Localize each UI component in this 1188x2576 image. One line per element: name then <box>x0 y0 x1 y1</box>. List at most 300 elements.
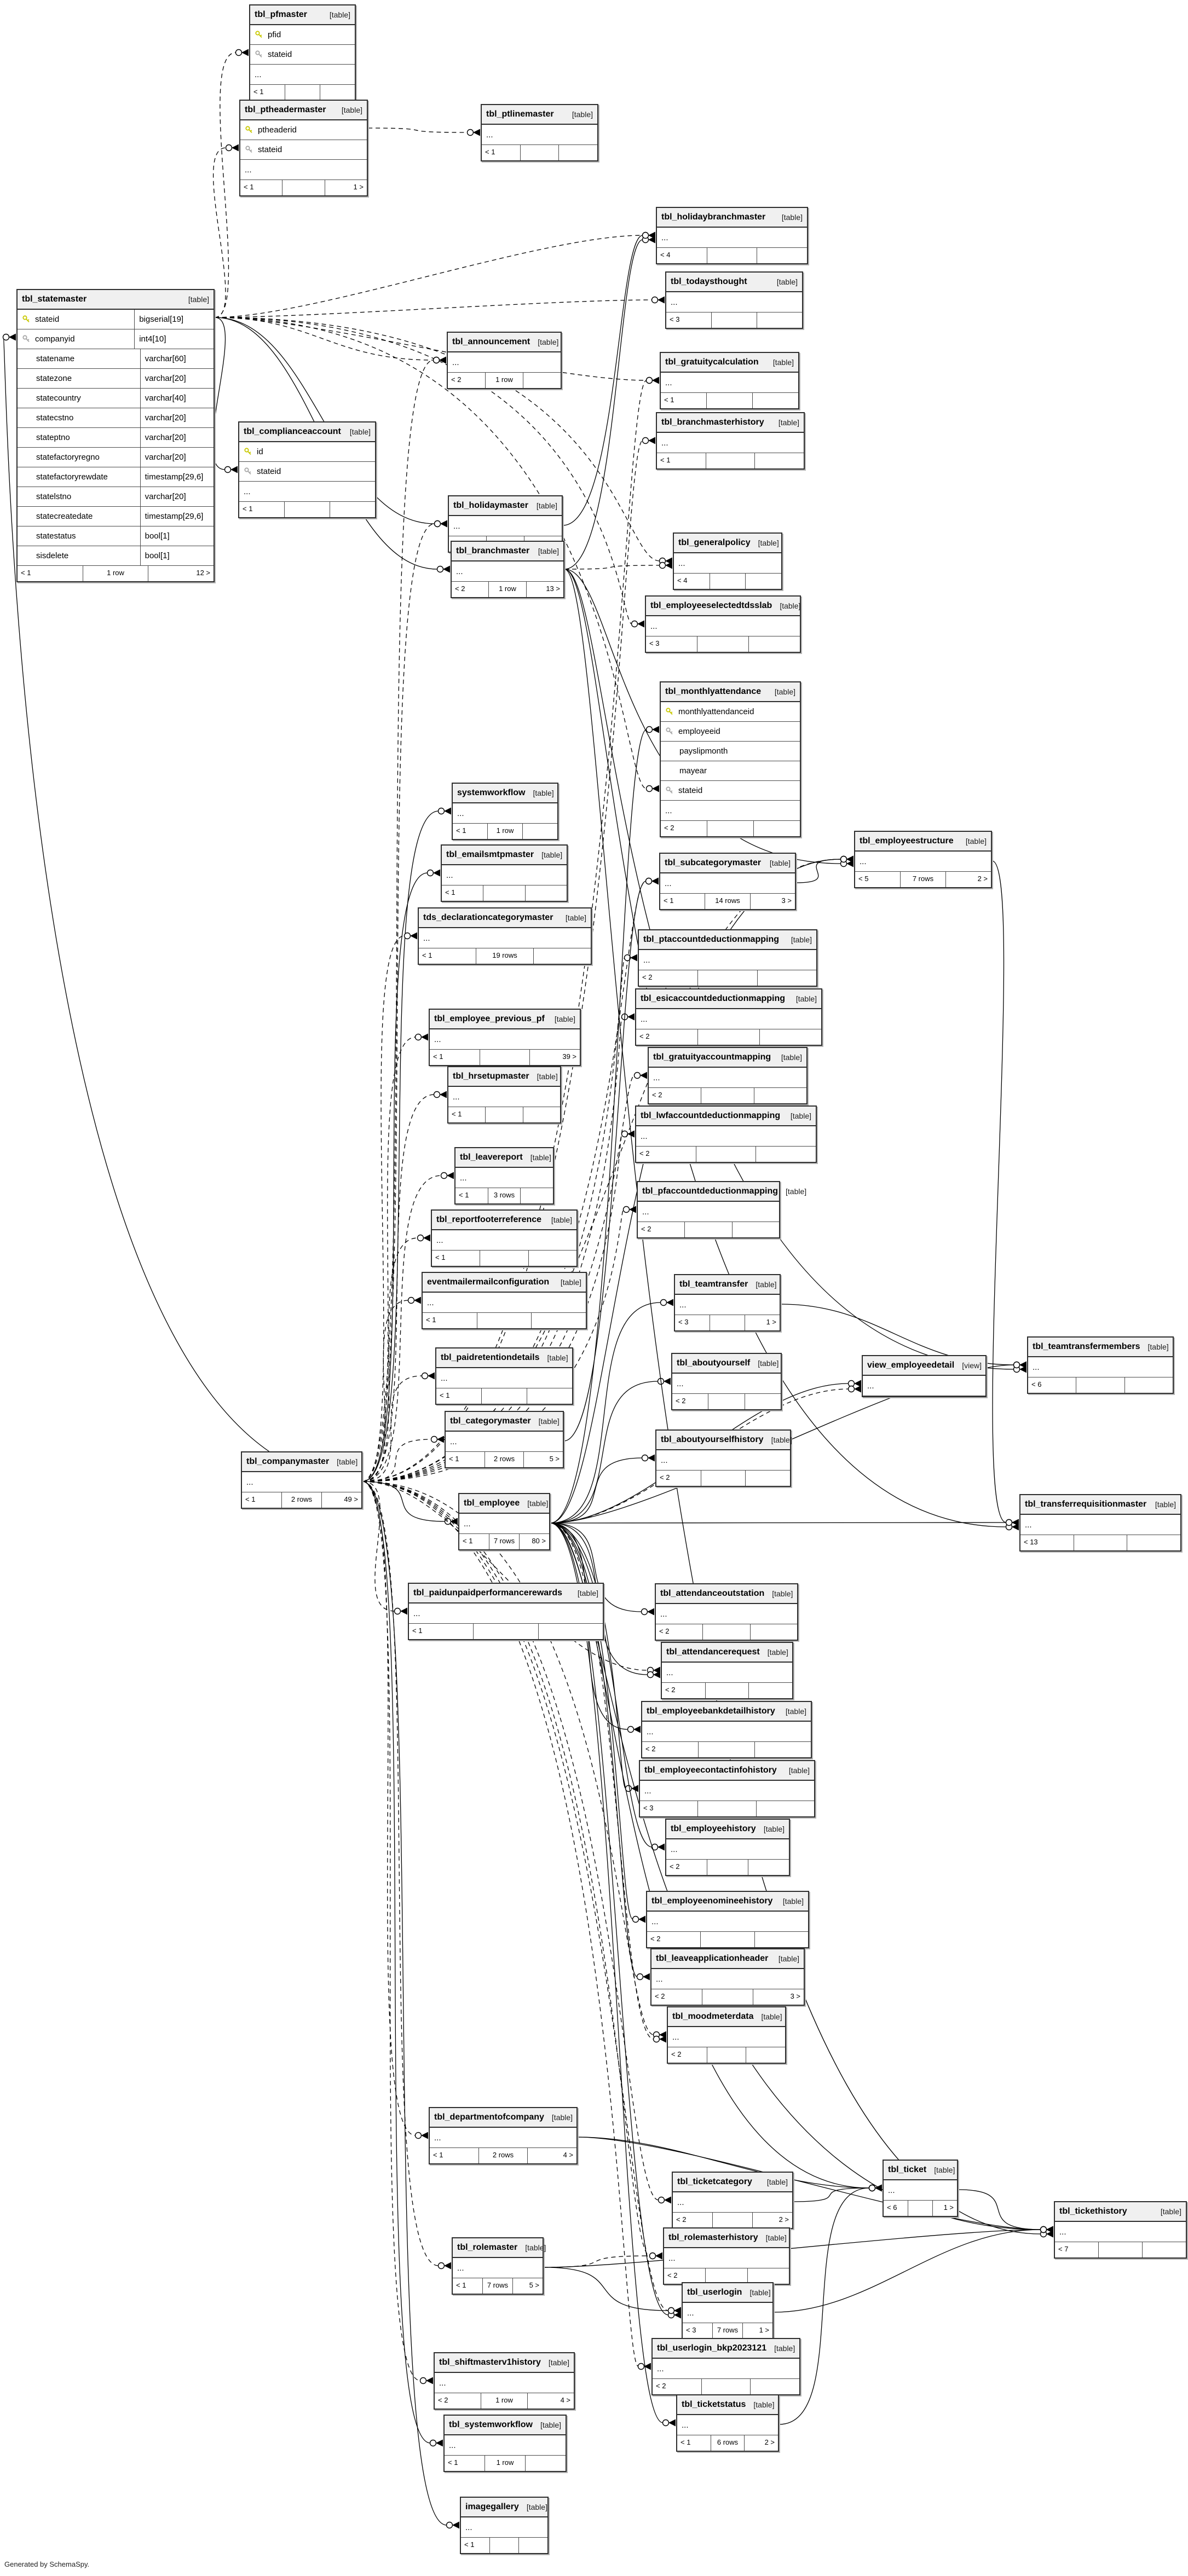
table-tbl_todaysthought[interactable] <box>665 271 803 329</box>
table-footer <box>651 1989 804 2005</box>
table-name: tbl_attendanceoutstation <box>660 1589 765 1598</box>
table-tbl_pfaccountdeductionmapping[interactable] <box>637 1181 807 1238</box>
ellipsis-row: ... <box>640 1781 814 1801</box>
table-header <box>642 1702 811 1722</box>
ellipsis-row: ... <box>664 2248 789 2268</box>
table-type-badge: [table] <box>763 1825 785 1833</box>
row-count <box>698 1029 760 1045</box>
column-type: int4[10] <box>134 329 209 349</box>
column-row-statecountry <box>18 389 214 408</box>
ellipsis-row: ... <box>668 2027 785 2047</box>
column-row-statefactoryrewdate <box>18 467 214 487</box>
children-count: < 1 <box>657 453 706 468</box>
row-count: 1 row <box>488 824 523 839</box>
parents-count <box>746 1471 790 1486</box>
table-header <box>639 930 816 950</box>
row-count: 6 rows <box>711 2435 745 2451</box>
table-footer <box>855 872 991 887</box>
table-tbl_paidretentiondetails[interactable] <box>435 1347 573 1405</box>
children-count: < 4 <box>674 574 710 589</box>
row-count <box>521 145 560 160</box>
row-count: 19 rows <box>476 948 534 964</box>
table-name: tbl_ticketstatus <box>682 2400 746 2409</box>
table-tbl_monthlyattendance[interactable] <box>660 681 801 837</box>
column-name: mayear <box>679 766 707 775</box>
ellipsis-row: ... <box>653 2359 799 2379</box>
table-tbl_branchmaster[interactable] <box>451 541 564 598</box>
primary-key-icon <box>245 126 253 135</box>
table-name: tbl_statemaster <box>22 294 87 304</box>
table-imagegallery[interactable] <box>460 2497 549 2554</box>
table-tbl_announcement[interactable] <box>447 332 562 389</box>
column-row-mayear <box>661 761 800 781</box>
table-type-badge: [table] <box>788 1766 810 1775</box>
foreign-key-icon <box>255 50 263 59</box>
table-header <box>636 989 821 1009</box>
table-name: tbl_subcategorymaster <box>665 858 762 867</box>
parents-count <box>749 636 800 652</box>
row-count <box>482 1388 527 1404</box>
ellipsis-row: ... <box>1020 1515 1180 1535</box>
table-tbl_reportfooterreference[interactable] <box>431 1209 578 1267</box>
table-type-badge: [table] <box>778 418 799 427</box>
row-count: 1 row <box>485 2456 526 2471</box>
ellipsis-row: ... <box>660 873 795 894</box>
table-type-badge: [table] <box>780 601 801 610</box>
ellipsis-row: ... <box>432 1230 576 1251</box>
table-name: tbl_employeenomineehistory <box>651 1896 773 1906</box>
children-count: < 1 <box>419 948 476 964</box>
foreign-key-icon <box>22 335 31 344</box>
table-name: tbl_holidaybranchmaster <box>661 212 766 222</box>
ellipsis-row: ... <box>649 1068 806 1088</box>
parents-count: 2 > <box>778 2215 789 2224</box>
table-name: tbl_rolemasterhistory <box>668 2233 758 2242</box>
ellipsis-row: ... <box>636 1126 816 1147</box>
table-tbl_rolemaster[interactable] <box>452 2237 544 2295</box>
table-footer <box>660 894 795 909</box>
table-type-badge: [table] <box>766 2178 788 2186</box>
table-type-badge: [table] <box>769 859 791 867</box>
table-name: tbl_gratuitycalculation <box>665 357 759 367</box>
table-footer <box>442 885 567 901</box>
row-count <box>696 1147 757 1162</box>
column-row-stateid <box>661 781 800 801</box>
table-tbl_transferrequisitionmaster[interactable] <box>1019 1494 1181 1552</box>
children-count: < 1 <box>409 1624 474 1639</box>
foreign-key-icon <box>245 146 253 154</box>
table-type-badge: [table] <box>934 2166 955 2174</box>
table-tbl_teamtransfermembers[interactable] <box>1027 1336 1174 1394</box>
row-count <box>285 502 330 517</box>
table-footer <box>448 373 561 388</box>
table-header <box>18 290 214 310</box>
table-systemworkflow[interactable] <box>452 783 558 840</box>
table-tbl_ptlinemaster[interactable] <box>481 104 598 161</box>
table-header <box>668 2007 785 2027</box>
ellipsis-row: ... <box>461 2517 547 2538</box>
table-type-badge: [table] <box>329 10 350 19</box>
table-type-badge: [table] <box>765 2233 787 2242</box>
table-name: tbl_employeehistory <box>671 1824 756 1833</box>
table-type-badge: [table] <box>530 1153 551 1162</box>
column-type: bool[1] <box>140 546 209 565</box>
table-tbl_employeehistory[interactable] <box>665 1819 790 1876</box>
table-type-badge: [view] <box>962 1361 982 1370</box>
column-row-ptheaderid <box>240 120 367 140</box>
table-tbl_statemaster[interactable] <box>16 289 215 582</box>
table-footer <box>664 2268 789 2284</box>
column-row-stateid <box>18 310 214 329</box>
column-name: companyid <box>35 334 75 344</box>
table-tbl_hrsetupmaster[interactable] <box>447 1066 561 1124</box>
table-header <box>649 1048 806 1068</box>
table-tbl_shiftmasterv1history[interactable] <box>434 2352 575 2410</box>
table-tbl_tickethistory[interactable] <box>1054 2201 1187 2259</box>
column-row-statestatus <box>18 526 214 546</box>
table-tbl_holidaybranchmaster[interactable] <box>656 207 808 264</box>
row-count <box>1076 1377 1124 1393</box>
table-footer <box>656 1624 797 1640</box>
table-header <box>666 1820 789 1839</box>
table-footer <box>638 1222 779 1237</box>
ellipsis-row: ... <box>638 1202 779 1222</box>
table-name: tbl_aboutyourselfhistory <box>661 1435 764 1444</box>
children-count: < 1 <box>453 2278 483 2294</box>
table-tbl_employeestructure[interactable] <box>854 831 992 888</box>
children-count: < 1 <box>448 1107 486 1122</box>
table-header <box>661 682 800 702</box>
table-tds_declarationcategorymaster[interactable] <box>418 907 592 965</box>
children-count: < 1 <box>242 1492 282 1508</box>
table-tbl_leavereport[interactable] <box>454 1147 554 1205</box>
table-name: tbl_announcement <box>452 337 530 346</box>
ellipsis-row: ... <box>409 1604 603 1624</box>
table-header <box>677 2395 778 2415</box>
children-count: < 3 <box>646 636 697 652</box>
table-footer <box>448 1107 560 1122</box>
table-tbl_emailsmtpmaster[interactable] <box>441 844 568 902</box>
table-type-badge: [table] <box>771 1435 792 1444</box>
table-type-badge: [table] <box>527 1499 549 1508</box>
table-name: tbl_complianceaccount <box>244 427 341 436</box>
table-footer <box>1028 1377 1173 1393</box>
ellipsis-row: ... <box>1028 1357 1173 1377</box>
ellipsis-row: ... <box>448 1087 560 1107</box>
column-name: stateid <box>257 467 281 476</box>
parents-count <box>733 1222 779 1237</box>
table-header <box>432 1211 576 1230</box>
table-tbl_ticket[interactable] <box>883 2160 958 2217</box>
children-count: < 2 <box>651 1989 702 2005</box>
ellipsis-row: ... <box>453 2258 543 2278</box>
table-tbl_attendancerequest[interactable] <box>661 1642 793 1699</box>
parents-count <box>754 821 800 836</box>
table-tbl_generalpolicy[interactable] <box>673 532 782 590</box>
row-count <box>712 312 757 328</box>
table-eventmailermailconfiguration[interactable] <box>422 1272 587 1329</box>
parents-count <box>754 1088 806 1103</box>
table-type-badge: [table] <box>782 1897 804 1906</box>
column-name: monthlyattendanceid <box>678 707 754 716</box>
table-type-badge: [table] <box>753 2400 775 2409</box>
children-count: < 1 <box>446 1452 485 1467</box>
table-type-badge: [table] <box>758 539 779 547</box>
column-row-statecstno <box>18 408 214 428</box>
parents-count <box>521 1188 553 1203</box>
table-tbl_employeecontactinfohistory[interactable] <box>639 1760 815 1817</box>
table-type-badge: [table] <box>774 687 795 696</box>
parents-count: 39 > <box>562 1052 577 1061</box>
parents-count: 1 > <box>353 183 364 191</box>
table-footer <box>884 2201 957 2216</box>
table-tbl_ticketstatus[interactable] <box>676 2394 779 2452</box>
parents-count <box>756 1147 816 1162</box>
table-tbl_aboutyourself[interactable] <box>671 1353 782 1410</box>
parents-count <box>753 393 798 408</box>
row-count <box>706 2268 747 2284</box>
parents-count <box>330 502 375 517</box>
table-tbl_gratuitycalculation[interactable] <box>660 352 799 409</box>
ellipsis-row: ... <box>445 2435 566 2456</box>
children-count: < 2 <box>664 2268 706 2284</box>
children-count: < 2 <box>666 1860 707 1875</box>
table-header <box>657 208 807 228</box>
table-name: tbl_categorymaster <box>450 1416 531 1426</box>
table-tbl_subcategorymaster[interactable] <box>659 853 796 910</box>
table-tbl_employee[interactable] <box>458 1493 550 1550</box>
table-tbl_userlogin_bkp2023121[interactable] <box>651 2338 800 2395</box>
table-name: tbl_esicaccountdeductionmapping <box>641 994 786 1003</box>
table-header <box>448 333 561 352</box>
parents-count <box>757 1801 814 1816</box>
ellipsis-row: ... <box>442 865 567 885</box>
table-header <box>442 846 567 865</box>
children-count: < 2 <box>672 1394 708 1409</box>
table-type-badge: [table] <box>188 295 209 304</box>
row-count <box>282 180 325 195</box>
ellipsis-row: ... <box>675 1295 780 1315</box>
table-footer <box>668 2047 785 2063</box>
ellipsis-row: ... <box>436 1368 572 1388</box>
table-tbl_employeeselectedtdsslab[interactable] <box>645 595 801 653</box>
row-count <box>697 636 749 652</box>
generated-by-note: Generated by SchemaSpy. <box>4 2560 90 2568</box>
parents-count: 1 > <box>943 2203 954 2212</box>
row-count <box>480 1050 530 1065</box>
ellipsis-row: ... <box>448 352 561 373</box>
table-header <box>430 2108 576 2128</box>
parents-count: 4 > <box>563 2151 574 2159</box>
parents-count <box>523 1107 560 1122</box>
row-count <box>713 2213 753 2228</box>
table-name: tbl_paidunpaidperformancerewards <box>413 1588 563 1597</box>
column-type: bigserial[19] <box>134 310 209 329</box>
table-header <box>683 2283 772 2303</box>
children-count: < 1 <box>240 180 282 195</box>
children-count: < 1 <box>239 502 285 517</box>
parents-count <box>760 1029 821 1045</box>
parents-count <box>519 2538 547 2553</box>
column-name: statename <box>36 354 75 363</box>
table-header <box>423 1273 586 1293</box>
parents-count <box>755 1742 811 1757</box>
children-count: < 3 <box>640 1801 698 1816</box>
parents-count <box>1125 1377 1173 1393</box>
row-count <box>698 1801 756 1816</box>
table-tbl_rolemasterhistory[interactable] <box>663 2227 790 2285</box>
table-name: tbl_employeebankdetailhistory <box>647 1706 775 1716</box>
table-tbl_leaveapplicationheader[interactable] <box>650 1948 805 2006</box>
table-footer <box>639 970 816 986</box>
table-tbl_systemworkflow[interactable] <box>443 2415 567 2472</box>
parents-count: 1 > <box>766 1318 776 1326</box>
table-tbl_paidunpaidperformancerewards[interactable] <box>408 1583 604 1640</box>
children-count: < 1 <box>445 2456 485 2471</box>
column-row-statefactoryregno <box>18 448 214 467</box>
parents-count <box>751 1624 797 1640</box>
table-tbl_categorymaster[interactable] <box>445 1411 564 1468</box>
table-footer <box>459 1534 549 1549</box>
ellipsis-row: ... <box>423 1293 586 1313</box>
table-header <box>240 101 367 120</box>
row-count <box>477 1313 532 1328</box>
table-tbl_departmentofcompany[interactable] <box>429 2107 578 2164</box>
row-count: 1 row <box>489 582 526 597</box>
table-name: tbl_employeestructure <box>860 836 954 846</box>
table-type-badge: [table] <box>767 1648 788 1657</box>
table-tbl_aboutyourselfhistory[interactable] <box>655 1429 791 1487</box>
parents-count <box>529 1251 576 1266</box>
table-tbl_lwfaccountdeductionmapping[interactable] <box>635 1105 817 1163</box>
table-header <box>445 2416 566 2435</box>
column-row-pfid <box>250 25 355 45</box>
column-type: varchar[20] <box>140 369 209 388</box>
column-row-statename <box>18 349 214 369</box>
row-count <box>480 1251 528 1266</box>
table-tbl_employeebankdetailhistory[interactable] <box>641 1701 812 1758</box>
parents-count <box>526 885 567 901</box>
table-name: tbl_teamtransfermembers <box>1033 1342 1140 1351</box>
table-tbl_ptheadermaster[interactable] <box>239 100 368 196</box>
children-count: < 1 <box>677 2435 711 2451</box>
table-name: tbl_pfaccountdeductionmapping <box>642 1186 778 1196</box>
table-name: tbl_gratuityaccountmapping <box>653 1052 771 1062</box>
table-footer <box>649 1088 806 1103</box>
table-name: tbl_branchmasterhistory <box>661 418 764 427</box>
table-name: tbl_ptaccountdeductionmapping <box>643 935 779 944</box>
table-header <box>449 496 562 516</box>
column-name: ptheaderid <box>258 125 297 135</box>
column-name: statecountry <box>36 393 81 403</box>
table-tbl_complianceaccount[interactable] <box>238 421 376 518</box>
children-count: < 2 <box>673 2213 713 2228</box>
row-count <box>490 2538 519 2553</box>
table-view_employeedetail[interactable] <box>862 1355 987 1397</box>
table-type-badge: [table] <box>341 106 362 114</box>
table-footer <box>1020 1535 1180 1550</box>
column-name: stateid <box>35 315 60 324</box>
column-name: statefactoryregno <box>36 453 100 462</box>
table-name: tbl_employeecontactinfohistory <box>644 1765 777 1775</box>
table-tbl_userlogin[interactable] <box>682 2282 774 2340</box>
table-footer <box>423 1313 586 1328</box>
column-type: varchar[20] <box>140 408 209 427</box>
table-tbl_ptaccountdeductionmapping[interactable] <box>638 929 817 987</box>
ellipsis-row: ... <box>855 852 991 872</box>
table-tbl_ticketcategory[interactable] <box>672 2172 793 2229</box>
parents-count <box>1143 2242 1186 2257</box>
table-footer <box>673 2213 792 2228</box>
row-count <box>702 1989 753 2005</box>
table-name: tbl_branchmaster <box>456 546 530 555</box>
primary-key-icon <box>244 448 252 456</box>
table-footer <box>662 1683 792 1698</box>
ellipsis-row: ... <box>657 433 804 453</box>
table-type-badge: [table] <box>537 1072 558 1081</box>
row-count <box>707 821 754 836</box>
table-name: tbl_aboutyourself <box>677 1358 751 1368</box>
table-footer <box>657 248 807 263</box>
ellipsis-row: ... <box>647 1912 808 1932</box>
parents-count <box>746 2047 785 2063</box>
table-type-badge: [table] <box>538 338 559 346</box>
table-tbl_moodmeterdata[interactable] <box>667 2006 786 2064</box>
column-type: varchar[20] <box>140 487 209 506</box>
table-tbl_teamtransfer[interactable] <box>674 1274 781 1332</box>
children-count: < 1 <box>442 885 483 901</box>
table-footer <box>640 1801 814 1816</box>
table-type-badge: [table] <box>337 1457 358 1466</box>
table-tbl_companymaster[interactable] <box>241 1451 362 1509</box>
table-tbl_gratuityaccountmapping[interactable] <box>648 1047 808 1104</box>
children-count: < 3 <box>683 2323 713 2338</box>
ellipsis-row: ... <box>661 801 800 821</box>
table-footer <box>653 2379 799 2394</box>
row-count <box>710 574 746 589</box>
column-row-stateid <box>240 140 367 160</box>
table-name: tbl_systemworkflow <box>449 2420 533 2429</box>
children-count: < 2 <box>661 821 707 836</box>
table-tbl_esicaccountdeductionmapping[interactable] <box>635 988 822 1046</box>
children-count: < 2 <box>662 1683 706 1698</box>
column-name: pfid <box>268 30 281 39</box>
column-row-payslipmonth <box>661 742 800 761</box>
table-header <box>430 1010 580 1029</box>
table-name: tbl_lwfaccountdeductionmapping <box>641 1111 781 1120</box>
table-tbl_attendanceoutstation[interactable] <box>655 1583 798 1641</box>
table-name: tbl_todaysthought <box>671 277 747 286</box>
table-footer <box>677 2435 778 2451</box>
ellipsis-row: ... <box>646 616 800 636</box>
table-tbl_branchmasterhistory[interactable] <box>656 412 805 470</box>
primary-key-icon <box>22 315 31 324</box>
children-count: < 2 <box>647 1932 701 1947</box>
column-type: timestamp[29,6] <box>140 467 209 487</box>
table-tbl_pfmaster[interactable] <box>249 4 356 101</box>
parents-count <box>526 2456 566 2471</box>
ellipsis-row: ... <box>242 1472 361 1492</box>
table-header <box>661 353 798 373</box>
ellipsis-row: ... <box>250 65 355 85</box>
table-tbl_employee_previous_pf[interactable] <box>429 1009 581 1066</box>
table-tbl_employeenomineehistory[interactable] <box>646 1891 809 1948</box>
parents-count: 1 > <box>759 2326 769 2334</box>
row-count: 7 rows <box>489 1534 520 1549</box>
row-count <box>706 1683 749 1698</box>
ellipsis-row: ... <box>453 803 557 824</box>
table-header <box>672 1354 781 1374</box>
